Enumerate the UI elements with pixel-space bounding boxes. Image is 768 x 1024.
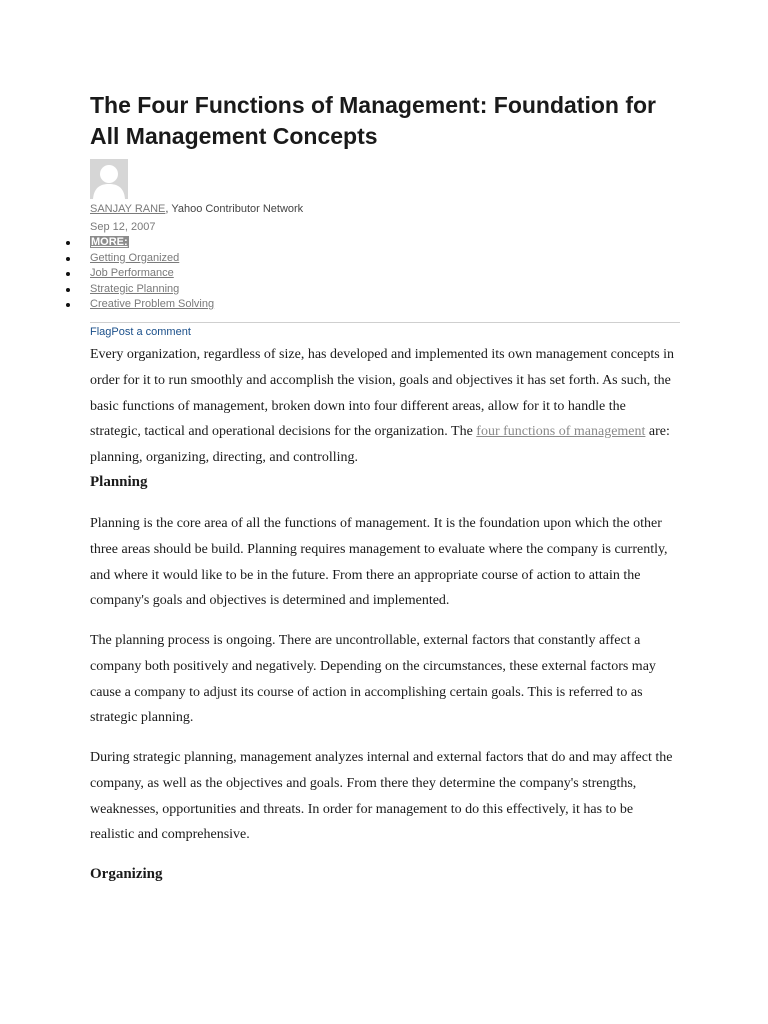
planning-heading: Planning: [90, 474, 148, 490]
intro-text-end: are: planning, organizing, directing, and controlling.: [90, 424, 670, 466]
list-item: [90, 251, 214, 267]
tag-link[interactable]: Creative Problem Solving: [90, 298, 215, 310]
publish-date: Sep 12, 2007: [90, 221, 156, 233]
tag-link[interactable]: Strategic Planning: [90, 282, 180, 295]
more-tags-link[interactable]: MORE:: [91, 236, 128, 248]
list-item: [90, 282, 214, 298]
article-actions: [90, 326, 191, 338]
flag-link[interactable]: Flag: [90, 326, 112, 338]
intro-paragraph: [90, 342, 680, 471]
planning-paragraph-1: Planning is the core area of all the functions of management. It is the foundation upon which the other three areas should be build. Planning requires management to evaluate where the company is currently, and where it would like to be in the future. From there an appropriate course of action to attain the company's goals and objectives is determined and implemented.: [90, 516, 668, 609]
page-title: The Four Functions of Management: Foundation for All Management Concepts: [90, 92, 657, 149]
divider: [90, 322, 680, 323]
four-functions-link[interactable]: four functions of management: [476, 424, 646, 440]
user-avatar-icon: [90, 159, 128, 199]
organizing-heading: Organizing: [90, 866, 163, 882]
author-network: , Yahoo Contributor Network: [165, 203, 304, 215]
tag-link[interactable]: Job Performance: [90, 267, 174, 279]
tag-list: [90, 235, 214, 313]
post-comment-link[interactable]: Post a comment: [111, 326, 191, 338]
avatar[interactable]: [90, 159, 128, 199]
intro-text: Every organization, regardless of size, has developed and implemented its own management concepts in order for it to run smoothly and accomplish the vision, goals and objectives it has set forth. As such, the basic functions of management, broken down into four different areas, allow for it to handle the strategic, tactical and operational decisions for the organization. The: [90, 347, 675, 440]
list-item: [90, 297, 214, 313]
list-item: [90, 266, 214, 282]
author-link[interactable]: SANJAY RANE: [90, 203, 166, 215]
list-item: [90, 235, 214, 251]
planning-paragraph-3: During strategic planning, management analyzes internal and external factors that do and may affect the company, as well as the objectives and goals. From there they determine the company's strengths, weaknesses, opportunities and threats. In order for management to do this effectively, it has to be realistic and comprehensive.: [90, 750, 673, 843]
planning-paragraph-2: The planning process is ongoing. There are uncontrollable, external factors that constantly affect a company both positively and negatively. Depending on the circumstances, these external factors may cause a company to adjust its course of action in accomplishing certain goals. This is referred to as strategic planning.: [90, 633, 656, 726]
byline: [90, 203, 303, 215]
tag-link[interactable]: Getting Organized: [90, 251, 180, 264]
